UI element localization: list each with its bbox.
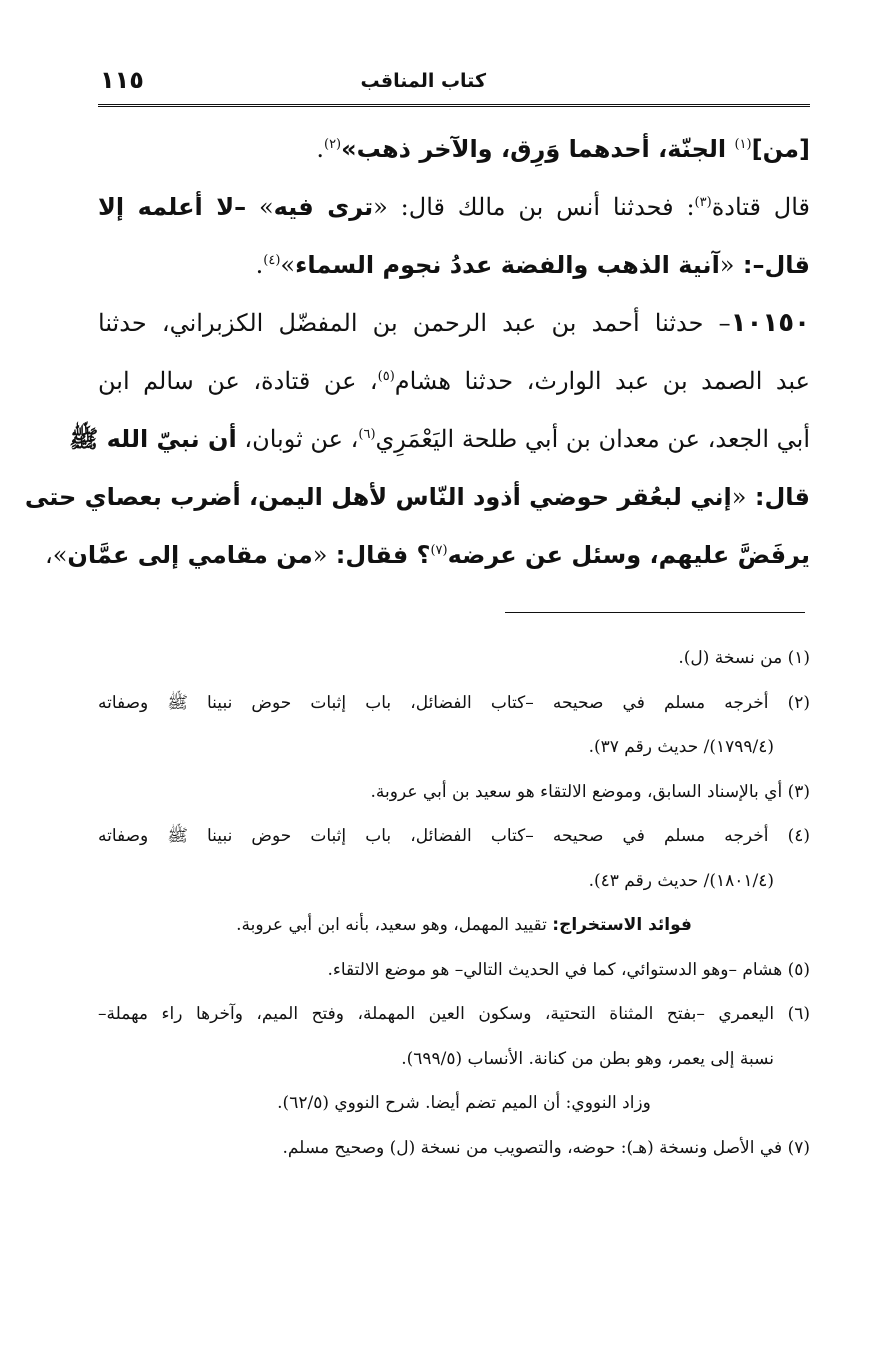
hadith-quote: يرفَضَّ عليهم، وسئل عن عرضه [447,541,810,569]
benefits-text: تقييد المهمل، وهو سعيد، بأنه ابن أبي عروبة. [236,915,553,935]
text-line-8 [44,526,810,584]
footnote-7: (٧) في الأصل ونسخة (هـ): حوضه، والتصويب من نسخة (ل) وصحيح مسلم. [282,1137,810,1158]
text-line-4 [98,294,810,352]
text-line-7 [24,468,810,526]
text-line-2 [98,178,810,236]
footnote-ref-4: (٤) [263,253,281,268]
footnotes [98,636,810,1170]
text-line-6 [69,410,810,468]
quote-mark: « [719,251,735,279]
footnote-separator [505,612,805,613]
text-line-5 [98,352,810,410]
hadith-quote: قال–: [734,251,810,279]
footnote-ref-3: (٣) [694,195,712,210]
isnad-text: عبد الصمد بن عبد الوارث، حدثنا هشام [394,367,810,395]
isnad-text: أبي الجعد، عن معدان بن أبي طلحة اليَعْمَرِي [375,425,810,453]
footnote-ref-1: (١) [734,137,752,152]
footnote-4-benefits [98,903,810,948]
header-rule [98,104,810,107]
quote-mark: »، [44,541,68,569]
benefits-label: فوائد الاستخراج: [552,915,692,935]
narration-text: : فحدثنا أنس بن مالك قال: « [373,193,695,221]
text-line-1 [98,120,810,178]
hadith-quote: –لا أعلمه إلا [98,193,247,221]
hadith-number: ١٠١٥٠ [730,308,810,338]
quote-mark: « [312,541,328,569]
chapter-title: كتاب المناقب [360,70,486,92]
footnote-3: (٣) أي بالإسناد السابق، وموضع الالتقاء هو سعيد بن أبي عروبة. [370,781,810,802]
sentence-end: . [316,135,324,163]
footnote-ref-6: (٦) [358,427,376,442]
isnad-text: ، عن قتادة، عن سالم ابن [98,367,378,395]
narration-text: قال قتادة [711,193,811,221]
sentence-end: . [255,251,264,279]
text-line-3 [98,236,810,294]
page-number: ١١٥ [100,66,144,94]
quote-mark: » [246,193,274,221]
footnote-2-cont: (١٧٩٩/٤)/ حديث رقم ٣٧). [588,737,774,757]
isnad-text: ، عن ثوبان، [236,425,359,453]
quote-mark: « [731,483,747,511]
footnote-6-addition: وزاد النووي: أن الميم تضم أيضا. شرح النووي (٦٢/٥). [277,1093,651,1113]
main-text [24,120,811,584]
hadith-quote: آنية الذهب والفضة عددُ نجوم السماء [295,251,720,279]
footnote-6-cont: نسبة إلى يعمر، وهو بطن من كنانة. الأنساب (٦٩٩/٥). [401,1048,774,1069]
footnote-5: (٥) هشام –وهو الدستوائي، كما في الحديث التالي– هو موضع الالتقاء. [327,959,810,980]
hadith-quote: أن نبيّ الله ﷺ [69,425,237,453]
hadith-quote: ترى فيه [273,193,374,221]
hadith-quote: ؟ فقال: [327,541,431,569]
footnote-1: (١) من نسخة (ل). [678,648,810,668]
quote-mark: » [280,251,296,279]
footnote-ref-5: (٥) [377,369,395,384]
footnote-4-cont: (١٨٠١/٤)/ حديث رقم ٤٣). [588,870,774,891]
isnad-text: – حدثنا أحمد بن عبد الرحمن بن المفضّل الكزبراني، حدثنا [98,309,731,337]
running-header [98,66,808,100]
hadith-quote: من مقامي إلى عمَّان [67,541,313,569]
footnote-6: (٦) اليعمري –بفتح المثناة التحتية، وسكون العين المهملة، وفتح الميم، وآخرها راء مهملة– [98,1004,810,1024]
bracketed-word: [من] [751,135,810,163]
hadith-quote: قال: [746,483,810,511]
hadith-quote: إني لبعُقر حوضي أذود النّاس لأهل اليمن، أضرب بعصاي حتى [24,483,732,511]
footnote-4: (٤) أخرجه مسلم في صحيحه –كتاب الفضائل، باب إثبات حوض نبينا ﷺ وصفاته [98,826,810,846]
footnote-ref-7: (٧) [430,543,448,558]
footnote-2: (٢) أخرجه مسلم في صحيحه –كتاب الفضائل، باب إثبات حوض نبينا ﷺ وصفاته [98,692,810,713]
footnote-ref-2: (٢) [323,137,342,152]
hadith-quote: الجنّة، أحدهما وَرِق، والآخر ذهب» [341,135,735,163]
